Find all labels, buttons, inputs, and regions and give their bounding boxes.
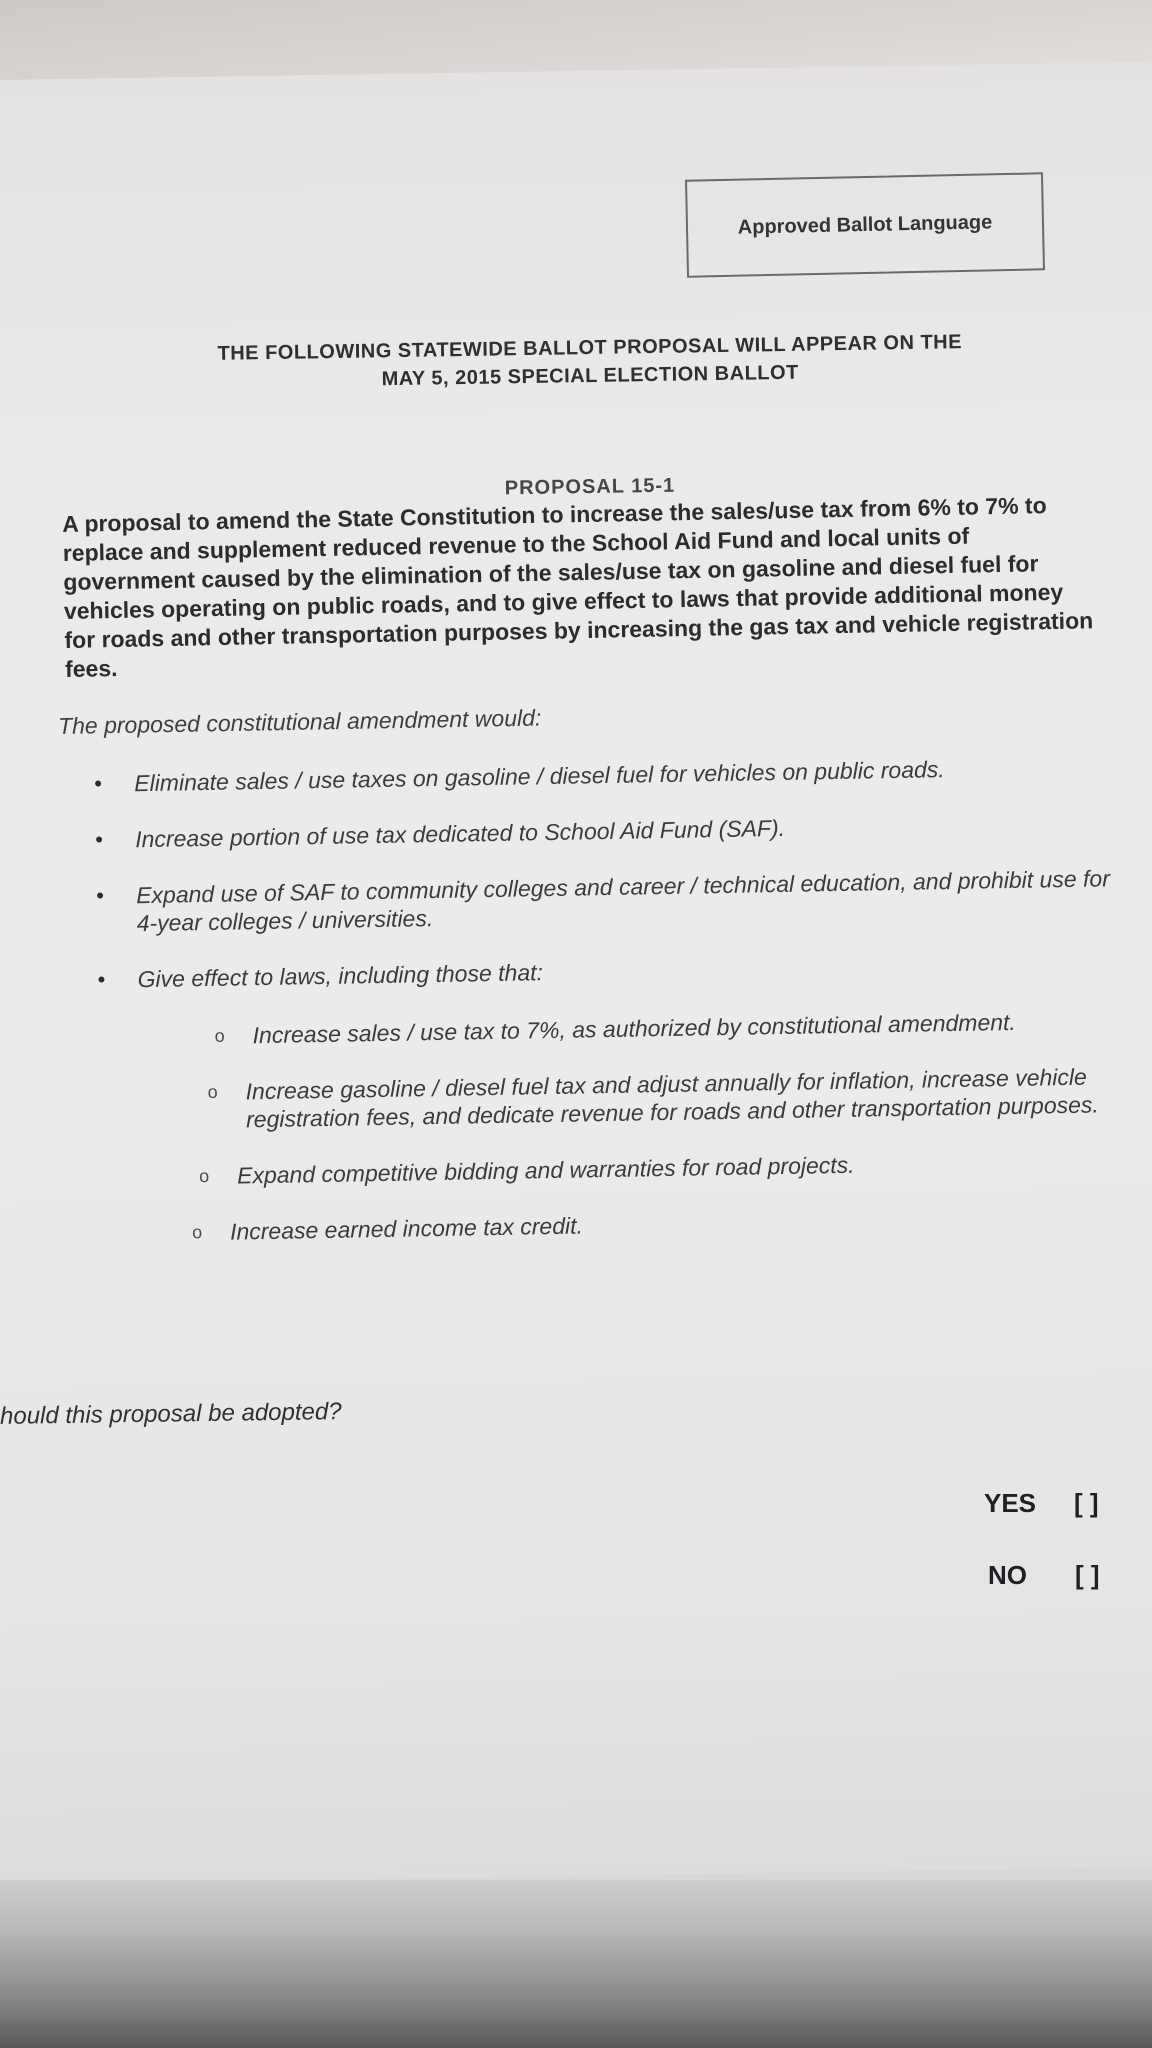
approved-ballot-language-box xyxy=(685,172,1045,277)
bullet-icon: • xyxy=(94,770,103,796)
vote-no-label: NO xyxy=(988,1560,1027,1590)
bullet-icon: • xyxy=(94,826,104,852)
amendment-intro: The proposed constitutional amendment would: xyxy=(57,704,542,739)
list-item xyxy=(93,948,1138,1248)
circle-bullet-icon: o xyxy=(207,1081,218,1102)
vote-yes-option[interactable] xyxy=(984,1488,1099,1519)
sub-bullet-list xyxy=(138,1006,1138,1247)
bullet-icon: • xyxy=(95,882,105,908)
bullet-text: Expand use of SAF to community colleges and career / technical education, and prohibit use for 4-year colleges / universities. xyxy=(135,865,1111,937)
sub-bullet-text: Increase earned income tax credit. xyxy=(229,1212,584,1245)
list-item xyxy=(212,1006,1134,1050)
vote-yes-label: YES xyxy=(984,1488,1037,1518)
amendment-bullet-list xyxy=(90,752,1138,1248)
proposal-summary: A proposal to amend the State Constitution to increase the sales/use tax from 6% to 7% to replace and supplement reduced revenue to the School Aid Fund and local units of government caused by the elimination of the sales/use tax on gasoline and diesel fuel for vehicles operating on public roads, and to give effect to laws that provide additional money for roads and other transportation purposes by increasing the gas tax and vehicle registration fees. xyxy=(62,492,1094,682)
adoption-question: hould this proposal be adopted? xyxy=(0,1398,342,1430)
heading-line-1: THE FOLLOWING STATEWIDE BALLOT PROPOSAL WILL APPEAR ON THE xyxy=(217,331,963,365)
bullet-text: Give effect to laws, including those that: xyxy=(137,959,544,993)
bullet-icon: • xyxy=(97,966,106,992)
ballot-heading xyxy=(120,327,1061,398)
list-item xyxy=(197,1146,1137,1190)
vote-no-option[interactable] xyxy=(988,1560,1100,1591)
sub-bullet-text: Increase sales / use tax to 7%, as authorized by constitutional amendment. xyxy=(252,1008,1017,1049)
list-item xyxy=(92,864,1133,938)
circle-bullet-icon: o xyxy=(214,1025,225,1046)
approved-ballot-language-label: Approved Ballot Language xyxy=(737,210,993,239)
bullet-text: Eliminate sales / use taxes on gasoline / diesel fuel for vehicles on public roads. xyxy=(134,756,945,797)
list-item xyxy=(205,1062,1136,1134)
vote-no-checkbox[interactable]: [ ] xyxy=(1075,1560,1100,1590)
list-item xyxy=(90,752,1130,798)
vote-yes-checkbox[interactable]: [ ] xyxy=(1074,1488,1099,1518)
circle-bullet-icon: o xyxy=(198,1165,210,1187)
sub-bullet-text: Expand competitive bidding and warranties for road projects. xyxy=(236,1151,855,1189)
heading-line-2: MAY 5, 2015 SPECIAL ELECTION BALLOT xyxy=(381,361,799,391)
circle-bullet-icon: o xyxy=(191,1222,203,1243)
list-item xyxy=(190,1202,1138,1247)
bullet-text: Increase portion of use tax dedicated to School Aid Fund (SAF). xyxy=(134,814,786,853)
sub-bullet-text: Increase gasoline / diesel fuel tax and adjust annually for inflation, increase vehicle registration fees, and dedicate revenue for roads and other transportation purposes. xyxy=(245,1063,1100,1133)
list-item xyxy=(91,808,1131,854)
proposal-title: PROPOSAL 15-1 xyxy=(504,474,676,500)
